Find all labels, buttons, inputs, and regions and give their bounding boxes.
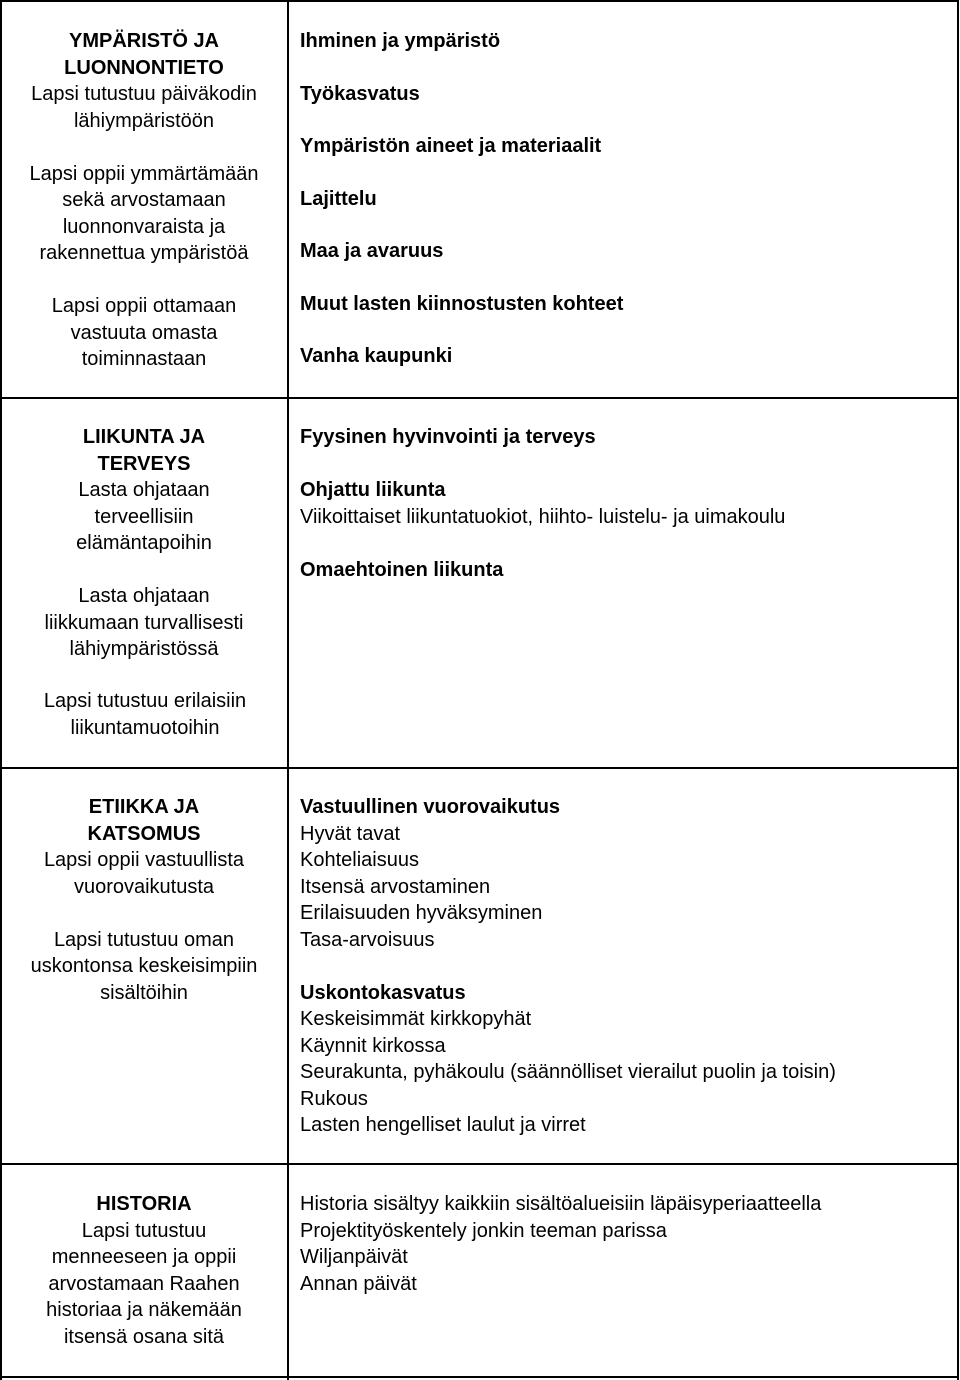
history-section-objectives xyxy=(2,1191,286,1350)
content-heading: Vastuullinen vuorovaikutus xyxy=(300,796,561,818)
objective-text: Lapsi tutustuu oman uskontonsa keskeisimpiin sisältöihin xyxy=(30,928,258,1004)
content-item: Itsensä arvostaminen xyxy=(300,875,491,898)
content-heading: Omaehtoinen liikunta xyxy=(300,558,504,581)
ethics-section-objectives xyxy=(2,794,286,1006)
row-divider-3 xyxy=(0,1163,959,1165)
table-border-right xyxy=(957,0,959,1380)
content-item: Keskeisimmät kirkkopyhät xyxy=(300,1008,532,1030)
section-heading: YMPÄRISTÖ JA LUONNONTIETO xyxy=(64,30,224,79)
content-item: Työkasvatus xyxy=(300,82,420,105)
content-item: Käynnit kirkossa xyxy=(300,1034,446,1057)
content-item: Maa ja avaruus xyxy=(300,240,444,262)
environment-section-objectives xyxy=(2,28,286,373)
section-heading: HISTORIA xyxy=(96,1193,192,1215)
exercise-section-contents xyxy=(300,424,950,583)
content-heading: Fyysinen hyvinvointi ja terveys xyxy=(300,426,596,448)
objective-text: Lapsi oppii vastuullista vuorovaikutusta xyxy=(43,849,245,898)
content-item: Hyvät tavat xyxy=(300,822,401,845)
table-border-top xyxy=(0,0,959,2)
section-heading: ETIIKKA JA KATSOMUS xyxy=(87,796,201,845)
objective-text: Lapsi tutustuu päiväkodin lähiympäristöön xyxy=(31,83,257,132)
environment-section-contents xyxy=(300,28,950,370)
content-item: Erilaisuuden hyväksyminen xyxy=(300,902,543,924)
content-item: Muut lasten kiinnostusten kohteet xyxy=(300,292,624,315)
exercise-extra-objective xyxy=(0,688,290,741)
content-item: Projektityöskentely jonkin teeman parissa xyxy=(300,1219,667,1242)
objective-text: Lapsi oppii ottamaan vastuuta omasta toiminnastaan xyxy=(51,295,237,370)
content-item: Vanha kaupunki xyxy=(300,345,453,367)
objective-text: Lapsi tutustuu menneeseen ja oppii arvostamaan Raahen historiaa ja näkemään itsensä osana sitä xyxy=(46,1219,242,1348)
content-item: Viikoittaiset liikuntatuokiot, hiihto- luistelu- ja uimakoulu xyxy=(300,505,786,528)
content-item: Kohteliaisuus xyxy=(300,849,419,871)
history-section-contents xyxy=(300,1191,950,1297)
content-heading: Ohjattu liikunta xyxy=(300,479,446,501)
exercise-section-objectives xyxy=(2,424,286,663)
content-heading: Uskontokasvatus xyxy=(300,981,466,1004)
content-item: Lajittelu xyxy=(300,187,377,210)
ethics-section-contents xyxy=(300,794,950,1139)
content-item: Tasa-arvoisuus xyxy=(300,928,435,951)
content-item: Seurakunta, pyhäkoulu (säännölliset vierailut puolin ja toisin) xyxy=(300,1061,836,1083)
content-item: Wiljanpäivät xyxy=(300,1246,408,1268)
table-border-bottom xyxy=(0,1376,959,1378)
content-item: Rukous xyxy=(300,1087,368,1110)
row-divider-2 xyxy=(0,767,959,769)
content-item: Historia sisältyy kaikkiin sisältöalueisiin läpäisyperiaatteella xyxy=(300,1193,822,1215)
content-item: Annan päivät xyxy=(300,1272,417,1295)
content-item: Ihminen ja ympäristö xyxy=(300,30,501,52)
row-divider-1 xyxy=(0,397,959,399)
content-item: Lasten hengelliset laulut ja virret xyxy=(300,1114,586,1136)
objective-text: Lapsi oppii ymmärtämään sekä arvostamaan luonnonvaraista ja rakennettua ympäristöä xyxy=(29,162,259,264)
section-heading: LIIKUNTA JA TERVEYS xyxy=(82,426,206,475)
objective-text: Lapsi tutustuu erilaisiin liikuntamuotoihin xyxy=(43,690,247,739)
objective-text: Lasta ohjataan terveellisiin elämäntapoihin xyxy=(76,479,212,554)
content-item: Ympäristön aineet ja materiaalit xyxy=(300,135,602,157)
objective-text: Lasta ohjataan liikkumaan turvallisesti lähiympäristössä xyxy=(44,585,244,660)
